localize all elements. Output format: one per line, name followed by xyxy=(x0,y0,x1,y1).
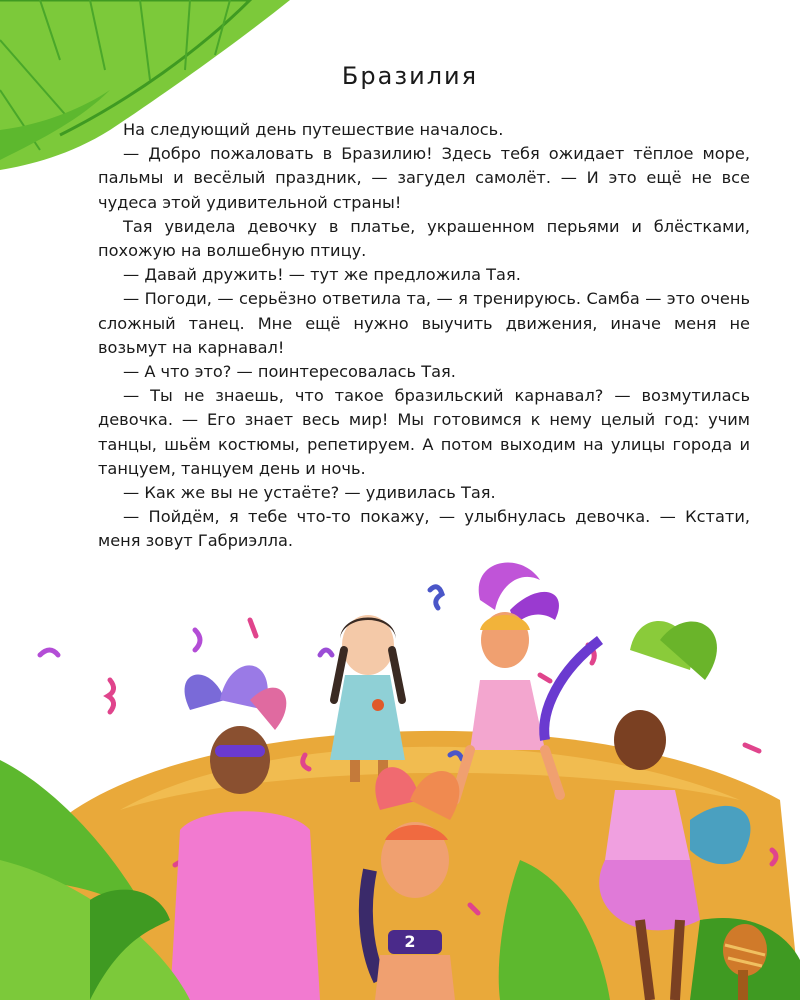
taya-figure xyxy=(330,615,405,782)
paragraph-4: — Давай дружить! — тут же предложила Тая. xyxy=(123,265,521,285)
paragraph-9: — Пойдём, я тебе что-то покажу, — улыбнулась девочка. — Кстати, меня зовут Габриэлла. xyxy=(98,507,750,551)
paragraph-1: На следующий день путешествие началось. xyxy=(123,120,504,139)
paragraph-5: — Погоди, — серьёзно ответила та, — я тренируюсь. Самба — это очень сложный танец. Мне ещё нужно выучить движения, иначе меня не возьмут на карнавал! xyxy=(98,289,750,357)
dancer-masked-figure xyxy=(170,665,320,1000)
paragraph-8: — Как же вы не устаёте? — удивилась Тая. xyxy=(123,483,496,503)
paragraph-6: — А что это? — поинтересовалась Тая. xyxy=(123,362,456,382)
page-number: 2 xyxy=(404,932,416,951)
page-title: Бразилия xyxy=(341,62,479,90)
paragraph-3: Тая увидела девочку в платье, украшенном перьями и блёстками, похожую на волшебную птицу. xyxy=(98,216,750,261)
paragraph-2: — Добро пожаловать в Бразилию! Здесь тебя ожидает тёплое море, пальмы и весёлый праздник, — загудел самолёт. — И это ещё не все чудеса этой удивительной страны! xyxy=(98,144,750,212)
story-text xyxy=(98,118,750,554)
paragraph-7: — Ты не знаешь, что такое бразильский карнавал? — возмутилась девочка. — Его знает весь мир! Мы готовимся к нему целый год: учим танцы, шьём костюмы, репетируем. А потом выходим на улицы города и танцуем, танцуем день и ночь. xyxy=(98,386,750,478)
